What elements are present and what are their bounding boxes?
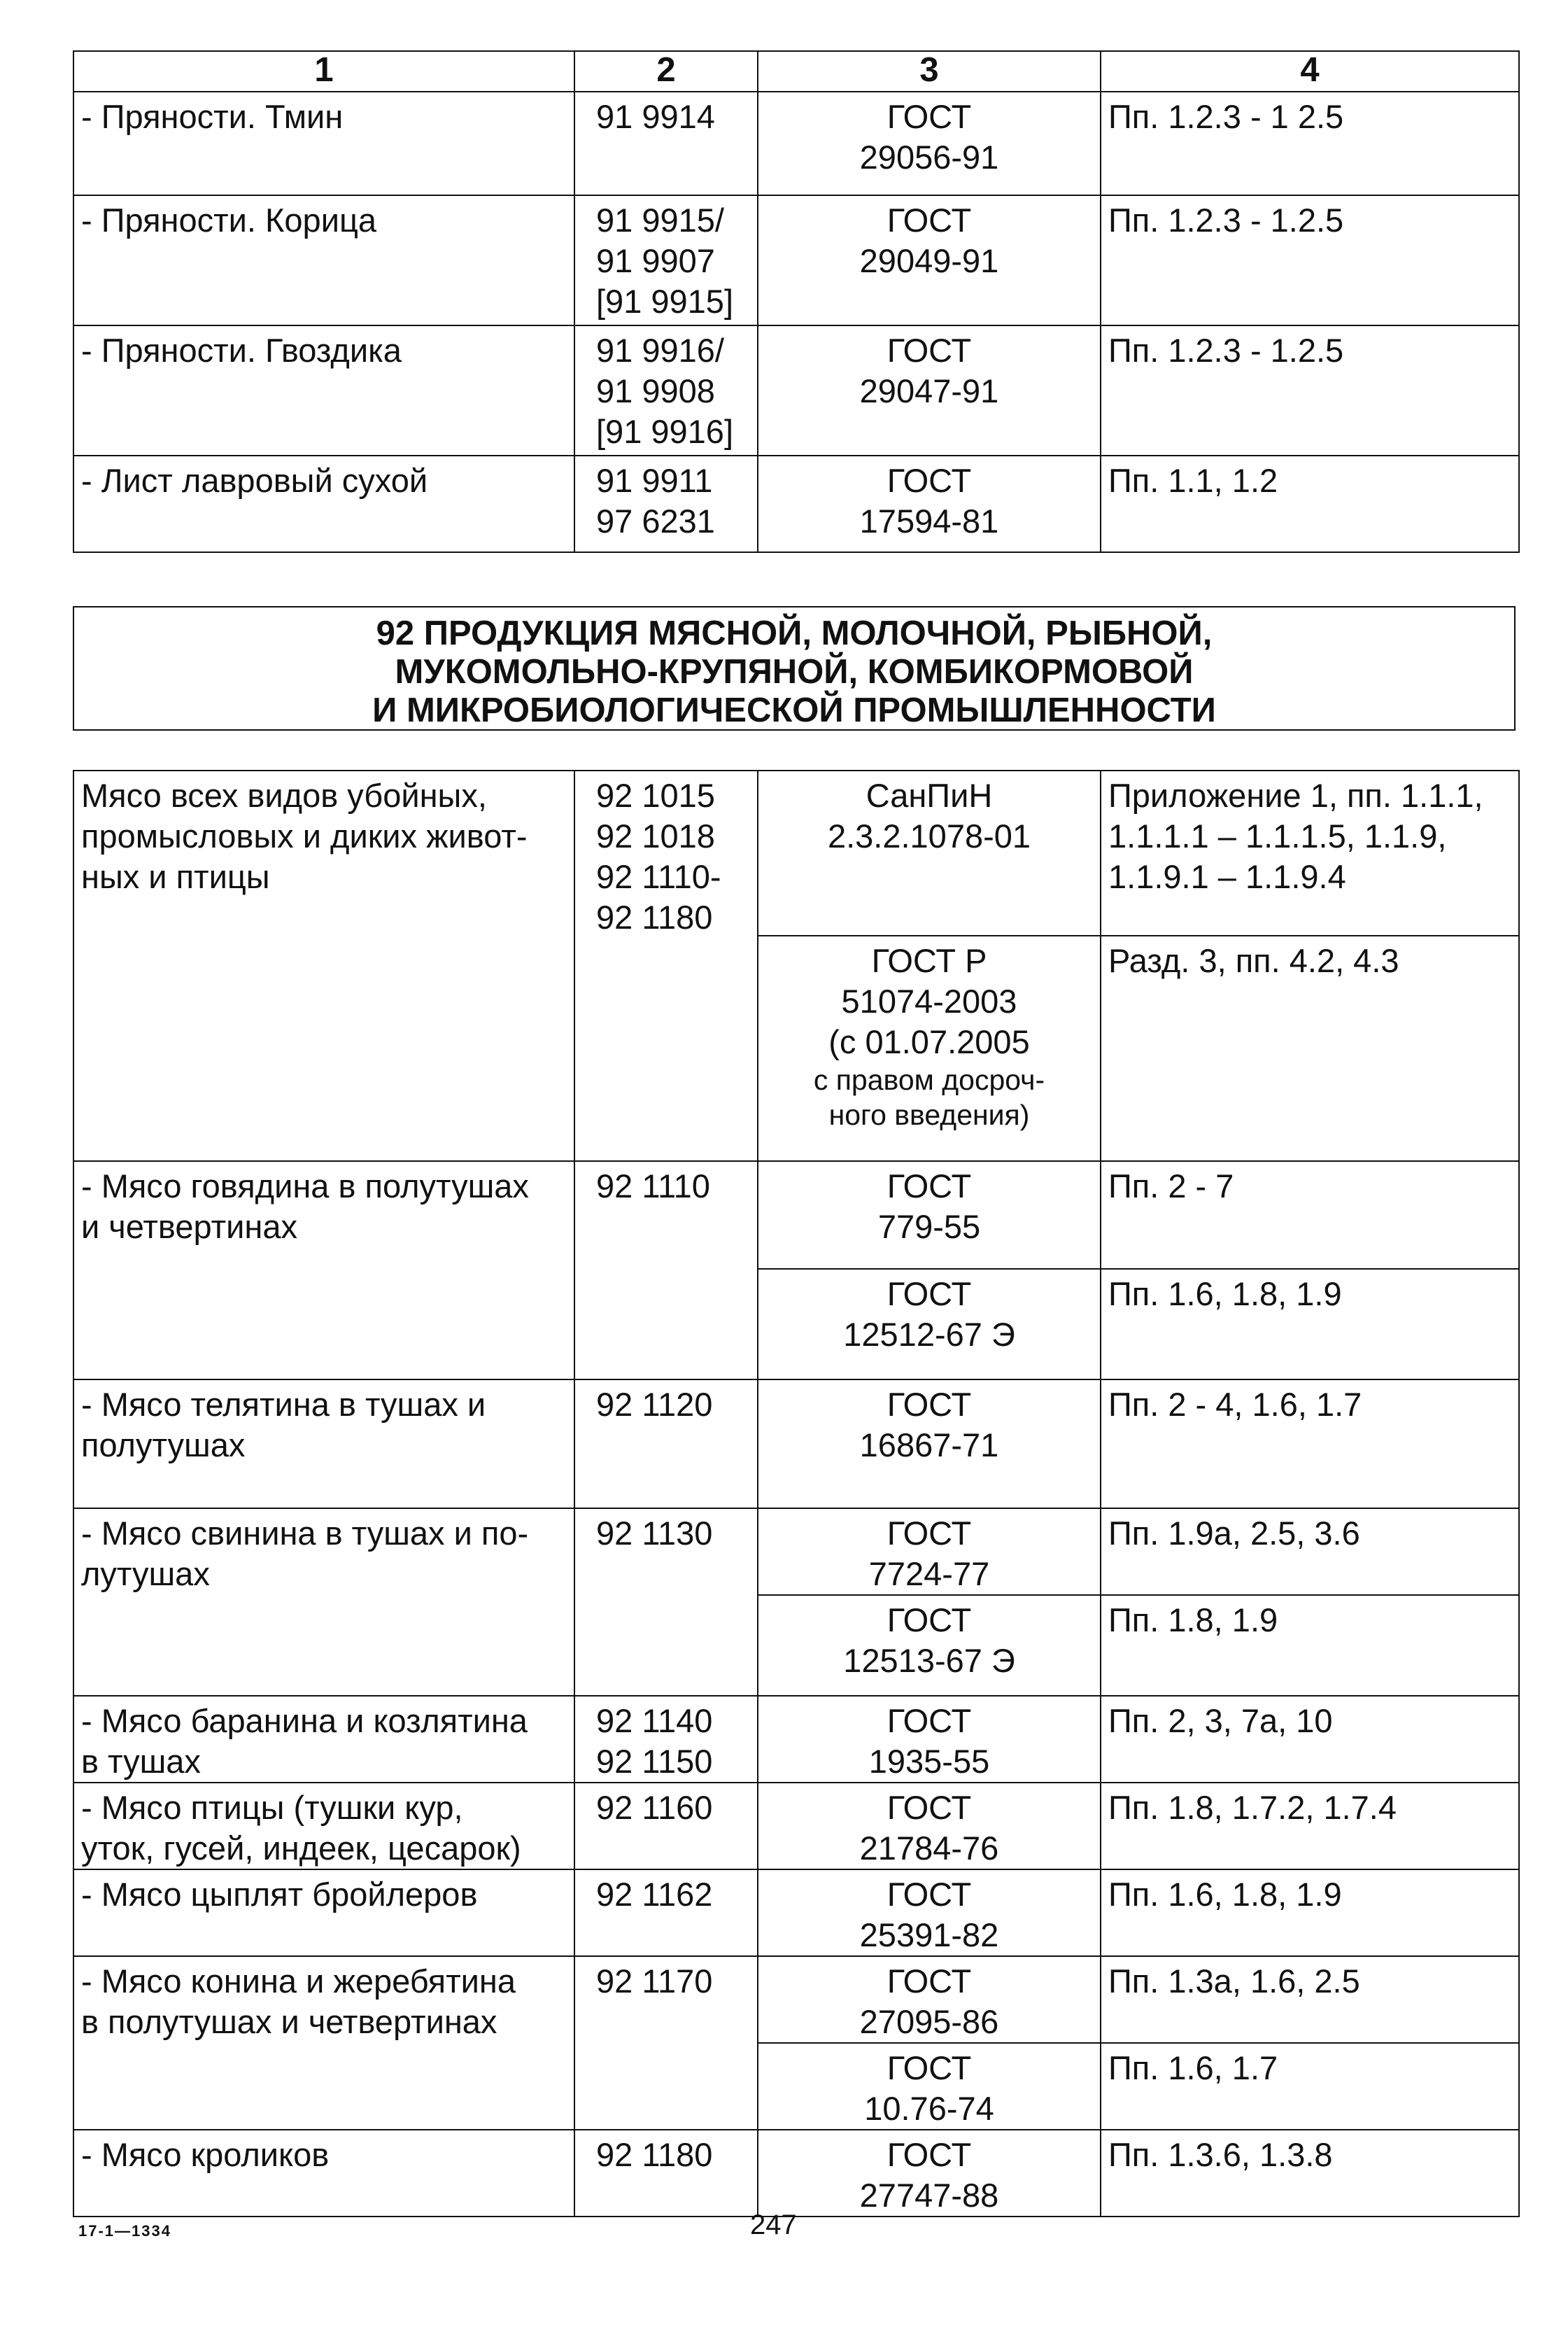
- section-heading-line: МУКОМОЛЬНО-КРУПЯНОЙ, КОМБИКОРМОВОЙ: [395, 653, 1194, 691]
- header-col-3: 3: [758, 51, 1101, 92]
- product-codes: 92 1170: [574, 1956, 758, 2130]
- clauses: Пп. 1.6, 1.8, 1.9: [1101, 1269, 1519, 1379]
- section-heading-line: И МИКРОБИОЛОГИЧЕСКОЙ ПРОМЫШЛЕННОСТИ: [372, 691, 1216, 729]
- clauses: Пп. 1.8, 1.7.2, 1.7.4: [1101, 1783, 1519, 1869]
- product-name: - Пряности. Гвоздика: [73, 325, 574, 456]
- meat-table: [73, 770, 1520, 2217]
- product-codes: 92 1120: [574, 1379, 758, 1508]
- clauses: Пп. 1.2.3 - 1 2.5: [1101, 92, 1519, 195]
- product-name: - Пряности. Корица: [73, 195, 574, 325]
- section-heading-line: 92 ПРОДУКЦИЯ МЯСНОЙ, МОЛОЧНОЙ, РЫБНОЙ,: [376, 614, 1213, 652]
- product-codes: 91 9915/ 91 9907 [91 9915]: [574, 195, 758, 325]
- product-codes: 91 9916/ 91 9908 [91 9916]: [574, 325, 758, 456]
- standard: ГОСТ 779-55: [758, 1161, 1101, 1269]
- product-codes: 92 1180: [574, 2130, 758, 2217]
- header-col-2: 2: [574, 51, 758, 92]
- product-codes: 92 1110: [574, 1161, 758, 1379]
- product-name: - Мясо свинина в тушах и по- лутушах: [73, 1508, 574, 1696]
- standard: СанПиН 2.3.2.1078-01: [758, 771, 1101, 936]
- product-name: - Лист лавровый сухой: [73, 456, 574, 552]
- print-code: 17-1—1334: [78, 2222, 171, 2240]
- clauses: Пп. 1.1, 1.2: [1101, 456, 1519, 552]
- standard: ГОСТ 12513-67 Э: [758, 1595, 1101, 1696]
- clauses: Пп. 1.6, 1.7: [1101, 2043, 1519, 2130]
- table-row: [73, 2130, 1519, 2217]
- standard: ГОСТ 29049-91: [758, 195, 1101, 325]
- product-name: - Мясо цыплят бройлеров: [73, 1869, 574, 1956]
- header-col-4: 4: [1101, 51, 1519, 92]
- clauses: Пп. 1.2.3 - 1.2.5: [1101, 325, 1519, 456]
- header-col-1: 1: [73, 51, 574, 92]
- standard: ГОСТ 16867-71: [758, 1379, 1101, 1508]
- product-name: - Мясо говядина в полутушах и четвертинах: [73, 1161, 574, 1379]
- table-row: [73, 771, 1519, 936]
- table-row: [73, 195, 1519, 325]
- product-name: - Мясо птицы (тушки кур, уток, гусей, индеек, цесарок): [73, 1783, 574, 1869]
- standard: ГОСТ 27747-88: [758, 2130, 1101, 2217]
- clauses: Пп. 2 - 4, 1.6, 1.7: [1101, 1379, 1519, 1508]
- standard: ГОСТ 1935-55: [758, 1696, 1101, 1783]
- standard: ГОСТ Р 51074-2003 (с 01.07.2005 с правом досроч- ного введения): [758, 936, 1101, 1161]
- standard: ГОСТ 29056-91: [758, 92, 1101, 195]
- standard: ГОСТ 25391-82: [758, 1869, 1101, 1956]
- product-codes: 92 1130: [574, 1508, 758, 1696]
- table-row: [73, 325, 1519, 456]
- table-row: [73, 1783, 1519, 1869]
- section-heading: [73, 606, 1516, 731]
- table-row: [73, 456, 1519, 552]
- product-codes: 91 9911 97 6231: [574, 456, 758, 552]
- table-row: [73, 1696, 1519, 1783]
- table-row: [73, 92, 1519, 195]
- standard: ГОСТ 27095-86: [758, 1956, 1101, 2043]
- standard: ГОСТ 21784-76: [758, 1783, 1101, 1869]
- product-codes: 92 1140 92 1150: [574, 1696, 758, 1783]
- product-codes: 91 9914: [574, 92, 758, 195]
- table-row: [73, 1508, 1519, 1595]
- product-name: - Мясо баранина и козлятина в тушах: [73, 1696, 574, 1783]
- clauses: Пп. 2, 3, 7а, 10: [1101, 1696, 1519, 1783]
- product-name: - Мясо конина и жеребятина в полутушах и четвертинах: [73, 1956, 574, 2130]
- clauses: Пп. 1.3а, 1.6, 2.5: [1101, 1956, 1519, 2043]
- spices-table: [73, 50, 1520, 553]
- standard: ГОСТ 7724-77: [758, 1508, 1101, 1595]
- page-number: 247: [750, 2210, 797, 2240]
- header-row: [73, 51, 1519, 92]
- standard: ГОСТ 29047-91: [758, 325, 1101, 456]
- clauses: Пп. 1.3.6, 1.3.8: [1101, 2130, 1519, 2217]
- table-row: [73, 1956, 1519, 2043]
- clauses: Разд. 3, пп. 4.2, 4.3: [1101, 936, 1519, 1161]
- product-codes: 92 1162: [574, 1869, 758, 1956]
- product-codes: 92 1015 92 1018 92 1110- 92 1180: [574, 771, 758, 1161]
- standard: ГОСТ 17594-81: [758, 456, 1101, 552]
- clauses: Пп. 1.8, 1.9: [1101, 1595, 1519, 1696]
- standard: ГОСТ 10.76-74: [758, 2043, 1101, 2130]
- clauses: Приложение 1, пп. 1.1.1, 1.1.1.1 – 1.1.1.5, 1.1.9, 1.1.9.1 – 1.1.9.4: [1101, 771, 1519, 936]
- product-name: Мясо всех видов убойных, промысловых и диких живот- ных и птицы: [73, 771, 574, 1161]
- table-row: [73, 1869, 1519, 1956]
- clauses: Пп. 1.2.3 - 1.2.5: [1101, 195, 1519, 325]
- table-row: [73, 1379, 1519, 1508]
- product-name: - Пряности. Тмин: [73, 92, 574, 195]
- product-codes: 92 1160: [574, 1783, 758, 1869]
- product-name: - Мясо телятина в тушах и полутушах: [73, 1379, 574, 1508]
- product-name: - Мясо кроликов: [73, 2130, 574, 2217]
- clauses: Пп. 1.6, 1.8, 1.9: [1101, 1869, 1519, 1956]
- table-row: [73, 1161, 1519, 1269]
- clauses: Пп. 1.9а, 2.5, 3.6: [1101, 1508, 1519, 1595]
- clauses: Пп. 2 - 7: [1101, 1161, 1519, 1269]
- standard: ГОСТ 12512-67 Э: [758, 1269, 1101, 1379]
